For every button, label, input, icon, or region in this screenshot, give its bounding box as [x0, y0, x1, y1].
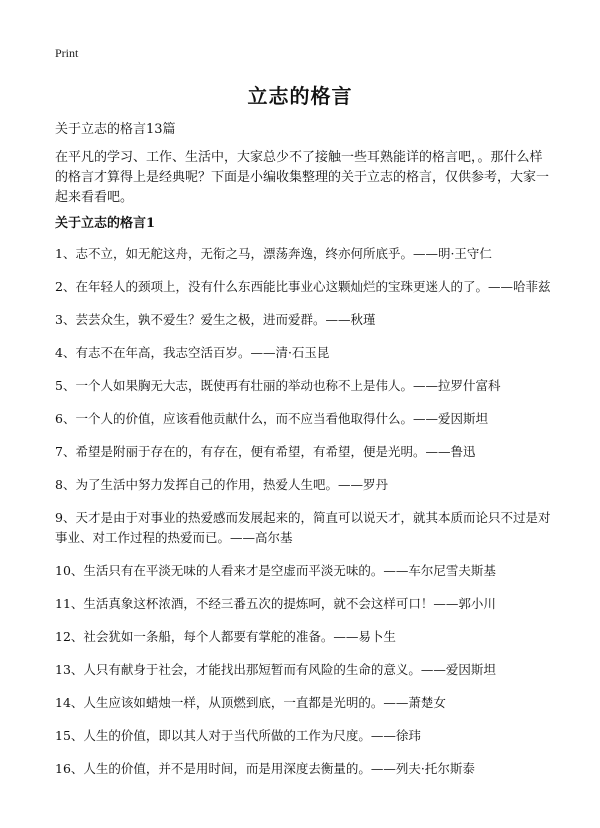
quote-item: 16、人生的价值，并不是用时间，而是用深度去衡量的。——列夫·托尔斯泰 [55, 761, 475, 776]
quote-item: 8、为了生活中努力发挥自己的作用，热爱人生吧。——罗丹 [55, 477, 388, 492]
quote-list [55, 244, 555, 792]
quote-item: 6、一个人的价值，应该看他贡献什么，而不应当看他取得什么。——爱因斯坦 [55, 411, 488, 426]
quote-item: 2、在年轻人的颈项上，没有什么东西能比事业心这颗灿烂的宝珠更迷人的了。——哈菲兹 [55, 279, 551, 294]
quote-item: 5、一个人如果胸无大志，既使再有壮丽的举动也称不上是伟人。——拉罗什富科 [55, 378, 501, 393]
quote-item: 1、志不立，如无舵这舟，无衔之马，漂荡奔逸，终亦何所底乎。——明·王守仁 [55, 246, 492, 261]
section-heading: 关于立志的格言1 [55, 216, 156, 231]
quote-item: 12、社会犹如一条船，每个人都要有掌舵的准备。——易卜生 [55, 629, 396, 644]
article-subtitle: 关于立志的格言13篇 [55, 122, 176, 137]
quote-item: 4、有志不在年高，我志空活百岁。——清·石玉昆 [55, 345, 330, 360]
print-link[interactable]: Print [55, 46, 79, 60]
quote-item: 13、人只有献身于社会，才能找出那短暂而有风险的生命的意义。——爱因斯坦 [55, 662, 496, 677]
intro-paragraph: 在平凡的学习、工作、生活中，大家总少不了接触一些耳熟能详的格言吧，。那什么样的格言才算得上是经典呢？下面是小编收集整理的关于立志的格言，仅供参考，大家一起来看看吧。 [55, 150, 550, 205]
quote-item: 11、生活真象这杯浓酒，不经三番五次的提炼呵，就不会这样可口！——郭小川 [55, 596, 496, 611]
quote-item: 10、生活只有在平淡无味的人看来才是空虚而平淡无味的。——车尔尼雪夫斯基 [55, 563, 496, 578]
quote-item: 3、芸芸众生，孰不爱生？爱生之极，进而爱群。——秋瑾 [55, 312, 376, 327]
quote-item: 9、天才是由于对事业的热爱感而发展起来的，简直可以说天才，就其本质而论只不过是对事业、对工作过程的热爱而已。——高尔基 [55, 510, 551, 545]
quote-item: 7、希望是附丽于存在的，有存在，便有希望，有希望，便是光明。——鲁迅 [55, 444, 476, 459]
quote-item: 14、人生应该如蜡烛一样，从顶燃到底，一直都是光明的。——萧楚女 [55, 695, 446, 710]
quote-item: 15、人生的价值，即以其人对于当代所做的工作为尺度。——徐玮 [55, 728, 421, 743]
page-title: 立志的格言 [247, 84, 353, 108]
